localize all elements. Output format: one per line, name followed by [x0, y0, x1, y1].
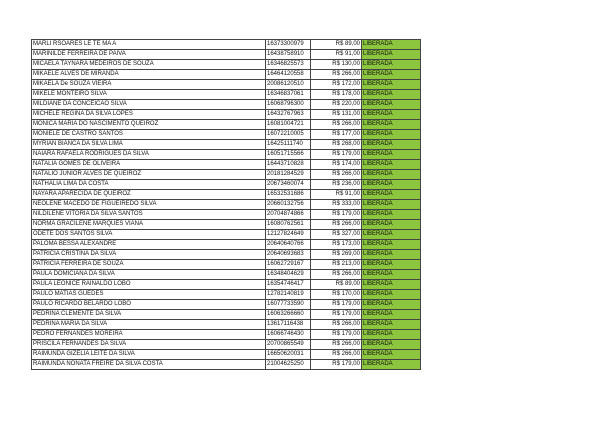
status-cell: LIBERADA — [362, 80, 421, 90]
name-cell: PATRICIA CRISTINA DA SILVA — [32, 250, 266, 260]
name-cell: PAULA DOMICIANA DA SILVA — [32, 270, 266, 280]
value-cell: R$ 236,00 — [311, 180, 362, 190]
table-row — [32, 300, 421, 310]
table-row — [32, 260, 421, 270]
value-cell: R$ 266,00 — [311, 320, 362, 330]
code-cell: 16051715566 — [266, 150, 311, 160]
name-cell: MARINILDE FERREIRA DE PAIVA — [32, 50, 266, 60]
code-cell: 20700865549 — [266, 340, 311, 350]
code-cell: 20640640766 — [266, 240, 311, 250]
table-row — [32, 350, 421, 360]
value-cell: R$ 89,00 — [311, 280, 362, 290]
code-cell: 16650620031 — [266, 350, 311, 360]
value-cell: R$ 268,00 — [311, 140, 362, 150]
value-cell: R$ 173,00 — [311, 240, 362, 250]
name-cell: MARLI RSOARES LE TE MA A — [32, 40, 266, 50]
name-cell: MICHELE REGINA DA SILVA LOPES — [32, 110, 266, 120]
status-cell: LIBERADA — [362, 160, 421, 170]
code-cell: 16464120558 — [266, 70, 311, 80]
table-row — [32, 320, 421, 330]
name-cell: PAULO MATIAS GUEDES — [32, 290, 266, 300]
value-cell: R$ 91,00 — [311, 190, 362, 200]
status-cell: LIBERADA — [362, 350, 421, 360]
table-row — [32, 230, 421, 240]
status-cell: LIBERADA — [362, 90, 421, 100]
table-row — [32, 150, 421, 160]
name-cell: RAIMUNDA GIZELIA LEITE DA SILVA — [32, 350, 266, 360]
status-cell: LIBERADA — [362, 320, 421, 330]
status-cell: LIBERADA — [362, 140, 421, 150]
table-row — [32, 280, 421, 290]
value-cell: R$ 213,00 — [311, 260, 362, 270]
name-cell: MYRIAN BIANCA DA SILVA LIMA — [32, 140, 266, 150]
name-cell: PEDRINA CLEMENTE DA SILVA — [32, 310, 266, 320]
table-body — [32, 40, 421, 370]
name-cell: MONICA MARIA DO NASCIMENTO QUEIROZ — [32, 120, 266, 130]
table-row — [32, 90, 421, 100]
value-cell: R$ 266,00 — [311, 270, 362, 280]
value-cell: R$ 266,00 — [311, 220, 362, 230]
name-cell: MIKELE MONTEIRO SILVA — [32, 90, 266, 100]
value-cell: R$ 170,00 — [311, 290, 362, 300]
status-cell: LIBERADA — [362, 230, 421, 240]
value-cell: R$ 131,00 — [311, 110, 362, 120]
name-cell: NAIARA RAFAELA RODRIGUES DA SILVA — [32, 150, 266, 160]
value-cell: R$ 266,00 — [311, 340, 362, 350]
value-cell: R$ 172,00 — [311, 80, 362, 90]
name-cell: NEOLENE MACEDO DE FIGUEIREDO SILVA — [32, 200, 266, 210]
table-row — [32, 240, 421, 250]
table-row — [32, 60, 421, 70]
status-cell: LIBERADA — [362, 240, 421, 250]
value-cell: R$ 220,00 — [311, 100, 362, 110]
name-cell: NAYARA APARECIDA DE QUEIROZ — [32, 190, 266, 200]
value-cell: R$ 178,00 — [311, 90, 362, 100]
status-cell: LIBERADA — [362, 170, 421, 180]
value-cell: R$ 179,00 — [311, 210, 362, 220]
name-cell: ODETE DOS SANTOS SILVA — [32, 230, 266, 240]
table-row — [32, 110, 421, 120]
status-cell: LIBERADA — [362, 360, 421, 370]
table-row — [32, 120, 421, 130]
code-cell: 16068796300 — [266, 100, 311, 110]
name-cell: PAULA LEONICE RAINALDO LOBO — [32, 280, 266, 290]
table-row — [32, 220, 421, 230]
status-cell: LIBERADA — [362, 330, 421, 340]
table-row — [32, 130, 421, 140]
code-cell: 16072210005 — [266, 130, 311, 140]
table-row — [32, 200, 421, 210]
code-cell: 16373300979 — [266, 40, 311, 50]
table-row — [32, 310, 421, 320]
table-row — [32, 50, 421, 60]
value-cell: R$ 179,00 — [311, 330, 362, 340]
status-cell: LIBERADA — [362, 270, 421, 280]
table-row — [32, 190, 421, 200]
table-row — [32, 360, 421, 370]
value-cell: R$ 179,00 — [311, 150, 362, 160]
table-row — [32, 170, 421, 180]
status-cell: LIBERADA — [362, 300, 421, 310]
status-cell: LIBERADA — [362, 130, 421, 140]
code-cell: 16080762561 — [266, 220, 311, 230]
code-cell: 16066746430 — [266, 330, 311, 340]
status-cell: LIBERADA — [362, 200, 421, 210]
code-cell: 16081004721 — [266, 120, 311, 130]
value-cell: R$ 179,00 — [311, 300, 362, 310]
name-cell: NORMA GRACILENE MARQUES VIANA — [32, 220, 266, 230]
value-cell: R$ 266,00 — [311, 350, 362, 360]
name-cell: PATRICIA FERREIRA DE SOUZA — [32, 260, 266, 270]
table-row — [32, 70, 421, 80]
name-cell: MONIELE DE CASTRO SANTOS — [32, 130, 266, 140]
code-cell: 13617116438 — [266, 320, 311, 330]
value-cell: R$ 89,00 — [311, 40, 362, 50]
code-cell: 16077733590 — [266, 300, 311, 310]
value-cell: R$ 327,00 — [311, 230, 362, 240]
name-cell: MIKAELE ALVES DE MIRANDA — [32, 70, 266, 80]
table-row — [32, 40, 421, 50]
value-cell: R$ 266,00 — [311, 120, 362, 130]
beneficiary-table — [31, 39, 421, 370]
status-cell: LIBERADA — [362, 50, 421, 60]
status-cell: LIBERADA — [362, 260, 421, 270]
table-row — [32, 330, 421, 340]
value-cell: R$ 266,00 — [311, 70, 362, 80]
table-row — [32, 270, 421, 280]
code-cell: 20660132756 — [266, 200, 311, 210]
status-cell: LIBERADA — [362, 180, 421, 190]
status-cell: LIBERADA — [362, 110, 421, 120]
status-cell: LIBERADA — [362, 310, 421, 320]
value-cell: R$ 174,00 — [311, 160, 362, 170]
value-cell: R$ 177,00 — [311, 130, 362, 140]
status-cell: LIBERADA — [362, 70, 421, 80]
table-row — [32, 80, 421, 90]
table-row — [32, 340, 421, 350]
name-cell: RAIMUNDA NONATA FREIRE DA SILVA COSTA — [32, 360, 266, 370]
code-cell: 16354746417 — [266, 280, 311, 290]
table-row — [32, 210, 421, 220]
table-row — [32, 250, 421, 260]
table-row — [32, 160, 421, 170]
table-row — [32, 140, 421, 150]
code-cell: 16432767963 — [266, 110, 311, 120]
code-cell: 16346825573 — [266, 60, 311, 70]
code-cell: 16348404629 — [266, 270, 311, 280]
code-cell: 12127824649 — [266, 230, 311, 240]
value-cell: R$ 179,00 — [311, 310, 362, 320]
name-cell: NILDILENE VITORIA DA SILVA SANTOS — [32, 210, 266, 220]
value-cell: R$ 266,00 — [311, 170, 362, 180]
status-cell: LIBERADA — [362, 340, 421, 350]
name-cell: PEDRINA MARIA DA SILVA — [32, 320, 266, 330]
name-cell: NATALIO JUNIOR ALVES DE QUEIROZ — [32, 170, 266, 180]
status-cell: LIBERADA — [362, 280, 421, 290]
code-cell: 20086120510 — [266, 80, 311, 90]
code-cell: 20673460074 — [266, 180, 311, 190]
code-cell: 16532531686 — [266, 190, 311, 200]
status-cell: LIBERADA — [362, 100, 421, 110]
code-cell: 16425111740 — [266, 140, 311, 150]
code-cell: 20181284529 — [266, 170, 311, 180]
code-cell: 20640693683 — [266, 250, 311, 260]
name-cell: MILDIANE DA CONCEICAO SILVA — [32, 100, 266, 110]
status-cell: LIBERADA — [362, 250, 421, 260]
code-cell: 16438758910 — [266, 50, 311, 60]
code-cell: 16346837061 — [266, 90, 311, 100]
status-cell: LIBERADA — [362, 290, 421, 300]
code-cell: 20704874866 — [266, 210, 311, 220]
name-cell: MICAELA TAYNARA MEDEIROS DE SOUZA — [32, 60, 266, 70]
status-cell: LIBERADA — [362, 190, 421, 200]
value-cell: R$ 269,00 — [311, 250, 362, 260]
table-row — [32, 100, 421, 110]
code-cell: 12782140819 — [266, 290, 311, 300]
status-cell: LIBERADA — [362, 220, 421, 230]
code-cell: 16443710828 — [266, 160, 311, 170]
status-cell: LIBERADA — [362, 150, 421, 160]
status-cell: LIBERADA — [362, 60, 421, 70]
status-cell: LIBERADA — [362, 120, 421, 130]
name-cell: PRISCILA FERNANDES DA SILVA — [32, 340, 266, 350]
table-row — [32, 180, 421, 190]
value-cell: R$ 130,00 — [311, 60, 362, 70]
name-cell: PALOMA BESSA ALEXANDRE — [32, 240, 266, 250]
name-cell: NATALIA GOMES DE OLIVEIRA — [32, 160, 266, 170]
value-cell: R$ 91,00 — [311, 50, 362, 60]
status-cell: LIBERADA — [362, 40, 421, 50]
value-cell: R$ 333,00 — [311, 200, 362, 210]
name-cell: MIKAELA De SOUZA VIEIRA — [32, 80, 266, 90]
code-cell: 16063266660 — [266, 310, 311, 320]
name-cell: PEDRO FERNANDES MOREIRA — [32, 330, 266, 340]
table-row — [32, 290, 421, 300]
name-cell: NATHALIA LIMA DA COSTA — [32, 180, 266, 190]
name-cell: PAULO RICARDO BELARDO LOBO — [32, 300, 266, 310]
code-cell: 21004625250 — [266, 360, 311, 370]
value-cell: R$ 179,00 — [311, 360, 362, 370]
status-cell: LIBERADA — [362, 210, 421, 220]
code-cell: 16062729167 — [266, 260, 311, 270]
